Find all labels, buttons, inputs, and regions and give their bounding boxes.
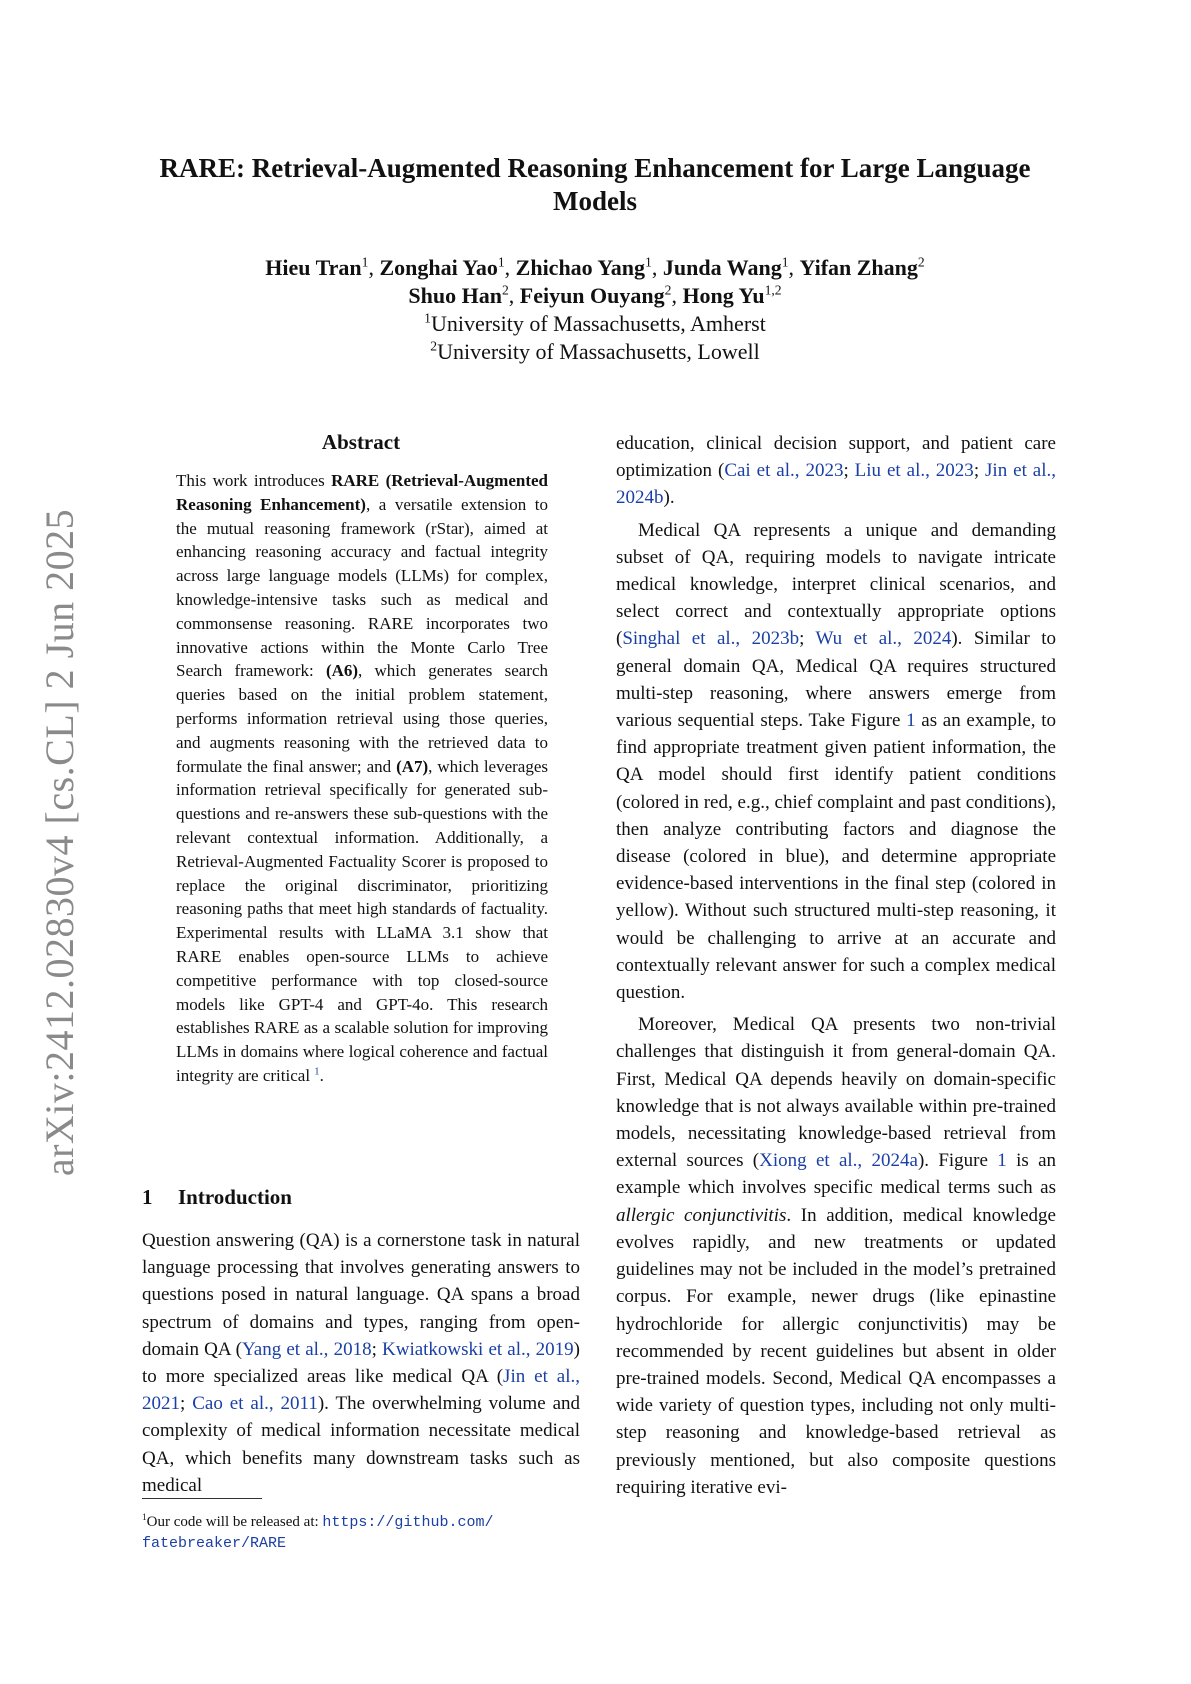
- footnote-divider: [142, 1498, 262, 1499]
- affiliation-1: [130, 310, 1060, 338]
- author-affiliation-mark: 1,2: [764, 282, 782, 298]
- right-column: [616, 430, 1056, 1506]
- author-affiliation-mark: 1: [497, 254, 505, 270]
- citation-link[interactable]: Kwiatkowski et al., 2019: [382, 1338, 574, 1360]
- author-line-1: Hieu Tran$^1$, Zonghai Yao$^1$, Zhichao Yang$^1$, Junda Wang$^1$, Yifan Zhang$^2$: [265, 254, 925, 280]
- author-affiliation-mark: 1: [361, 254, 369, 270]
- author-name: Shuo Han: [408, 283, 502, 308]
- author-name: Yifan Zhang: [799, 255, 918, 280]
- author-affiliation-mark: 1: [645, 254, 652, 270]
- body-text: ) to more specialized areas like medical QA (: [142, 1338, 580, 1388]
- citation-link[interactable]: Liu et al., 2023: [854, 460, 974, 482]
- citation-link[interactable]: Cai et al., 2023: [724, 460, 844, 482]
- paragraph: [616, 430, 1056, 512]
- citation-link[interactable]: Yang et al., 2018: [241, 1338, 372, 1360]
- author-affiliation-mark: 2: [664, 282, 672, 298]
- body-text: . In addition, medical knowledge evolves rapidly, and new treatments or updated guidelines may not be included in the model’s pretrained corpus. For example, newer drugs (like epinastine hydrochloride for allergic conjunctivitis) may be recommended by recent guidelines but absent in older pre-trained models. Second, Medical QA encompasses a wide variety of question types, including not only multi-step reasoning and knowledge-based retrieval as previously mentioned, but also composite questions requiring iterative evi-: [616, 1204, 1056, 1498]
- introduction-paragraph: [142, 1227, 580, 1499]
- abstract-text: , which leverages information retrieval specifically for generated sub-questions and re-answers these sub-questions with the relevant contextual information. Additionally, a Retrieval-Augmented Factuality Scorer is proposed to replace the original discriminator, prioritizing reasoning paths that meet high standards of factuality. Experimental results with LLaMA 3.1 show that RARE enables open-source LLMs to achieve competitive performance with top closed-source models like GPT-4 and GPT-4o. This research establishes RARE as a scalable solution for improving LLMs in domains where logical coherence and factual integrity are critical: [176, 756, 549, 1085]
- citation-link[interactable]: Wu et al., 2024: [815, 628, 952, 650]
- citation-link[interactable]: Cao et al., 2011: [192, 1393, 318, 1415]
- footnote-text: Our code will be released at:: [146, 1514, 323, 1530]
- body-text: ). Figure: [917, 1150, 998, 1172]
- body-text: education, clinical decision support, and patient care optimization (: [616, 433, 1056, 482]
- abstract-text: , which generates search queries based on the initial problem statement, performs information retrieval using those queries, and augments reasoning with the retrieved data to formulate the final answer; and: [176, 661, 548, 776]
- body-text: is an example which involves specific medical terms such as: [616, 1150, 1057, 1199]
- abstract-text: .: [319, 1065, 324, 1085]
- body-text: ;: [371, 1338, 382, 1360]
- author-affiliation-mark: 2: [501, 282, 509, 298]
- citation-link[interactable]: Singhal et al., 2023b: [622, 628, 800, 650]
- affiliation-mark: 1: [424, 310, 431, 326]
- body-text: Moreover, Medical QA presents two non-trivial challenges that distinguish it from general-domain QA. First, Medical QA depends heavily on domain-specific knowledge that is not always available within pre-trained models, necessitating knowledge-based retrieval from external sources (: [616, 1014, 1056, 1172]
- citation-link[interactable]: Jin et al., 2021: [142, 1366, 580, 1415]
- author-affiliation-mark: 1: [781, 254, 789, 270]
- code-url-link-cont[interactable]: fatebreaker/RARE: [142, 1535, 287, 1552]
- figure-ref-link[interactable]: 1: [997, 1150, 1007, 1172]
- paragraph: [616, 517, 1056, 1007]
- body-text: ;: [799, 628, 816, 650]
- emphasized-term: allergic conjunctivitis: [616, 1204, 787, 1226]
- section-heading-introduction: [142, 1185, 292, 1210]
- footnote-link[interactable]: 1: [314, 1066, 320, 1078]
- author-name: Zonghai Yao: [379, 255, 498, 280]
- body-text: Question answering (QA) is a cornerstone task in natural language processing that involves generating answers to questions posed in natural language. QA spans a broad spectrum of domains and types, ranging from open-domain QA (: [142, 1230, 580, 1360]
- footnote: [142, 1512, 602, 1554]
- author-name: Hieu Tran: [265, 255, 362, 280]
- paper-title: RARE: Retrieval-Augmented Reasoning Enhancement for Large Language Models: [159, 153, 1031, 216]
- paragraph: [616, 1011, 1056, 1501]
- body-text: ).: [663, 487, 675, 509]
- author-name: Feiyun Ouyang: [519, 283, 665, 308]
- citation-link[interactable]: Jin et al., 2024b: [616, 460, 1057, 509]
- abstract-heading: Abstract: [321, 430, 401, 454]
- abstract-text: This work introduces: [176, 471, 332, 490]
- author-name: Junda Wang: [662, 255, 782, 280]
- body-text: ;: [843, 460, 855, 482]
- affiliation-mark: 2: [430, 338, 438, 354]
- body-text: as an example, to find appropriate treatment given patient information, the QA model should first identify patient conditions (colored in red, e.g., chief complaint and past conditions), then analyze contributing factors and diagnose the disease (colored in blue), and determine appropriate evidence-based interventions in the final step (colored in yellow). Without such structured multi-step reasoning, it would be challenging to arrive at an accurate and contextually relevant answer for such a complex medical question.: [616, 710, 1056, 1004]
- author-line-2: Shuo Han$^2$, Feiyun Ouyang$^2$, Hong Yu$^{1,2}$: [408, 282, 782, 308]
- author-block: [130, 254, 1060, 366]
- section-title: Introduction: [178, 1185, 292, 1209]
- body-text: Medical QA represents a unique and demanding subset of QA, requiring models to navigate intricate medical knowledge, interpret clinical scenarios, and select correct and contextually appropriate options (: [616, 519, 1056, 650]
- abstract-method-name: RARE (Retrieval-Augmented Reasoning Enhancement): [176, 471, 548, 514]
- author-name: Hong Yu: [682, 283, 765, 308]
- section-number: 1: [142, 1185, 153, 1209]
- footnote-mark: 1: [142, 1513, 147, 1523]
- figure-ref-link[interactable]: 1: [906, 710, 916, 732]
- abstract-action-a6: (A6): [325, 661, 359, 681]
- body-text: ;: [180, 1393, 193, 1415]
- citation-link[interactable]: Xiong et al., 2024a: [759, 1150, 918, 1172]
- arxiv-side-stamp: [28, 0, 92, 1684]
- author-name: Zhichao Yang: [515, 255, 646, 280]
- abstract-action-a7: (A7): [396, 756, 429, 776]
- body-text: ). The overwhelming volume and complexity of medical information necessitate medical QA, which benefits many downstream tasks such as medical: [142, 1393, 581, 1496]
- code-url-link[interactable]: https://github.com/: [322, 1514, 494, 1531]
- author-affiliation-mark: 2: [917, 254, 925, 270]
- affiliation-text: University of Massachusetts, Amherst: [430, 311, 766, 336]
- affiliation-text: University of Massachusetts, Lowell: [437, 339, 760, 364]
- arxiv-id: arXiv:2412.02830v4 [cs.CL] 2 Jun 2025: [37, 508, 83, 1176]
- body-text: ;: [973, 460, 986, 482]
- affiliation-2: [130, 338, 1060, 366]
- body-text: ). Similar to general domain QA, Medical QA requires structured multi-step reasoning, where answers emerge from various sequential steps. Take Figure: [616, 628, 1056, 732]
- abstract-body: [176, 469, 548, 1088]
- abstract-text: , a versatile extension to the mutual reasoning framework (rStar), aimed at enhancing reasoning accuracy and factual integrity across large language models (LLMs) for complex, knowledge-intensive tasks such as medical and commonsense reasoning. RARE incorporates two innovative actions within the Monte Carlo Tree Search framework:: [176, 494, 548, 681]
